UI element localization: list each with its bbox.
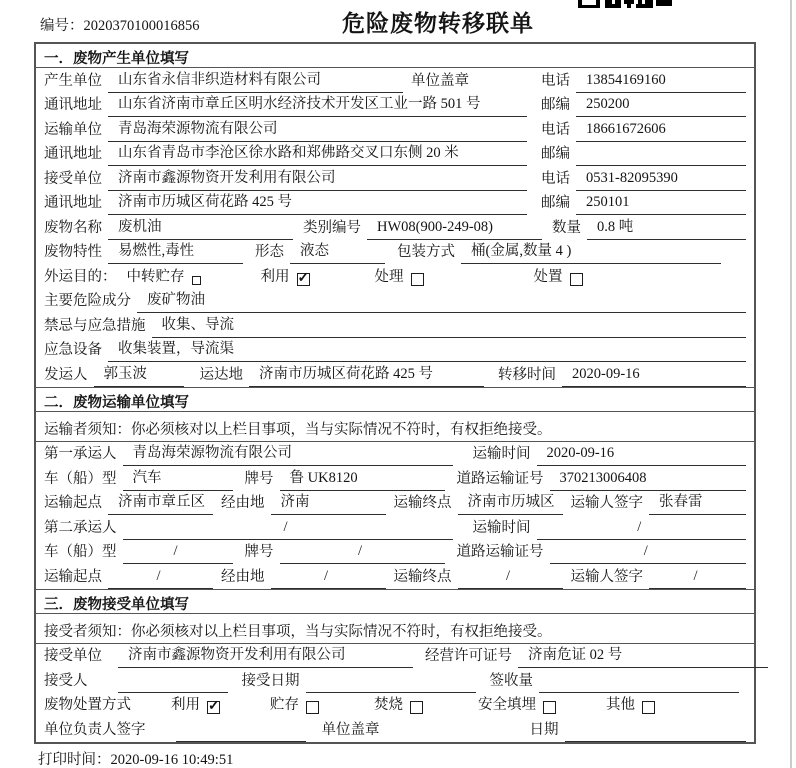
hazard-value: 废矿物油 [137,288,746,313]
receiver-notice: 接受者须知：你必须核对以上栏目事项，当与实际情况不符时，有权拒绝接受。 [36,614,754,644]
transporter-postcode-value [576,162,746,166]
utilize-label: 利用 [260,268,290,285]
receiver-name-value: 济南市鑫源物资开发利用有限公司 [108,166,527,191]
plate1-label: 牌号 [244,470,274,487]
producer-postcode-value: 250200 [576,96,746,117]
row-precautions [36,313,754,338]
section-transporter-title: 二．废物运输单位填写 [36,388,754,412]
transfer-storage-label: 中转贮存 [126,268,185,285]
producer-label: 产生单位 [44,72,102,89]
dispose-checkbox [570,273,583,286]
disposal-incinerate-checkbox [410,701,423,714]
producer-seal-label: 单位盖章 [411,72,469,89]
disposal-other-checkbox [642,701,655,714]
transporter-phone-label: 电话 [541,121,570,138]
section-receiver [36,589,754,742]
disposal-landfill-label: 安全填埋 [478,697,536,713]
row-producer [36,68,754,93]
producer-address-value: 山东省济南市章丘区明水经济技术开发区工业一路 501 号 [108,92,527,117]
purpose-label: 外运目的： [44,268,117,285]
print-time-label: 打印时间： [38,752,111,768]
precautions-label: 禁忌与应急措施 [44,317,146,334]
consignor-value: 郭玉波 [94,362,184,387]
transport-time1-value: 2020-09-16 [537,445,747,466]
document-header [0,0,796,42]
disposal-utilize-label: 利用 [171,697,200,713]
disposal-store-label: 贮存 [270,697,299,713]
producer-phone-value: 13854169160 [576,72,746,93]
origin2-value: / [108,568,213,589]
transport-time1-label: 运输时间 [472,446,531,462]
end2-value: / [458,568,563,589]
disposal-incinerate-label: 焚烧 [374,697,403,713]
permit2-value: / [550,543,747,564]
disposal-other-label: 其他 [606,697,635,713]
via1-value: 济南 [271,490,386,515]
print-time-value: 2020-09-16 10:49:51 [110,752,234,768]
quantity-value: 0.8 吨 [587,215,746,240]
end2-label: 运输终点 [393,568,452,585]
accepting-unit-value: 济南市鑫源物资开发利用有限公司 [118,643,413,668]
producer-phone-group [541,69,746,93]
row-hazard-components [36,289,754,314]
characteristics-value: 易燃性,毒性 [108,239,243,264]
purpose-option-dispose [534,265,583,289]
disposal-option-incinerate [374,693,423,717]
purpose-option-treat [375,265,424,289]
row-transporter-address [36,142,754,167]
disposal-option-landfill [478,693,556,717]
disposal-landfill-checkbox [543,701,556,714]
transport-time2-value: / [537,519,747,540]
sign1-value: 张春雷 [649,490,746,515]
sign2-value: / [649,568,746,589]
row-waste-characteristics [36,240,754,265]
row-emergency-equipment [36,338,754,363]
row-consignor [36,362,754,387]
form-value: 液态 [290,239,385,264]
end1-label: 运输终点 [393,495,452,511]
packaging-value: 桶(金属,数量 4 ) [461,239,721,264]
destination-label: 运达地 [199,366,243,383]
page-edge-line [790,0,792,768]
permit1-value: 370213006408 [550,470,747,491]
serial-label: 编号： [40,18,84,34]
sign2-label: 运输人签字 [570,568,643,585]
accept-date-value [306,689,476,693]
receiver-phone-label: 电话 [541,170,570,187]
serial-number: 2020370100016856 [83,18,200,34]
transporter-address-value: 山东省青岛市李沧区徐水路和郑佛路交叉口东侧 20 米 [108,141,527,166]
via2-label: 经由地 [221,568,265,585]
row-vehicle2 [36,540,754,565]
plate1-value: 鲁 UK8120 [280,466,445,491]
disposal-option-other [606,693,655,717]
acceptor-label: 接受人 [44,672,88,689]
manager-sign-value [176,738,306,742]
manager-sign-label: 单位负责人签字 [44,721,146,738]
row-vehicle1 [36,466,754,491]
transporter-notice: 运输者须知：你必须核对以上栏目事项，当与实际情况不符时，有权拒绝接受。 [36,412,754,442]
receiver-postcode-label: 邮编 [541,195,570,211]
treat-checkbox [411,273,424,286]
row-transporter [36,117,754,142]
purpose-option-transfer-storage [127,265,201,289]
producer-address-label: 通讯地址 [44,97,102,113]
producer-name-value: 山东省永信非织造材料有限公司 [108,68,403,93]
receiver-phone-value: 0531-82095390 [576,170,746,191]
treat-label: 处理 [374,268,404,285]
received-qty-value [539,689,739,693]
sign1-label: 运输人签字 [570,495,643,511]
permit2-label: 道路运输证号 [456,544,544,560]
transfer-date-value: 2020-09-16 [562,366,746,387]
acceptor-value [118,689,228,693]
plate2-value: / [280,543,445,564]
precautions-value: 收集、导流 [152,313,747,338]
hazard-label: 主要危险成分 [44,293,131,309]
characteristics-label: 废物特性 [44,244,102,260]
row-receiver [36,166,754,191]
packaging-label: 包装方式 [397,244,455,260]
dispose-label: 处置 [533,268,563,285]
manifest-form [34,42,756,744]
purpose-option-utilize [261,265,310,289]
license-value: 济南危证 02 号 [518,643,768,668]
unit-seal-label: 单位盖章 [321,721,380,738]
transporter-name-value: 青岛海荣源物流有限公司 [108,117,527,142]
origin1-label: 运输起点 [44,495,102,511]
date-value [565,738,747,742]
category-value: HW08(900-249-08) [367,219,542,240]
row-route2 [36,564,754,589]
form-label: 形态 [255,244,284,260]
received-qty-label: 签收量 [489,672,533,689]
accept-date-label: 接受日期 [241,672,300,689]
transporter-phone-value: 18661672606 [576,121,746,142]
first-carrier-value: 青岛海荣源物流有限公司 [123,441,453,466]
origin1-value: 济南市章丘区 [108,490,213,515]
vehicle2-label: 车（船）型 [44,544,117,560]
section-producer-title: 一．废物产生单位填写 [36,44,754,68]
via2-value: / [271,568,386,589]
row-producer-address [36,93,754,118]
qr-code-fragment [578,0,672,8]
disposal-store-checkbox [306,701,319,714]
row-manager-signature [36,717,754,742]
row-first-carrier [36,442,754,467]
vehicle1-value: 汽车 [123,466,233,491]
utilize-checkbox [297,273,310,286]
row-receiver-address [36,191,754,216]
consignor-label: 发运人 [44,366,88,383]
print-time-line [38,748,233,768]
date-label: 日期 [529,721,559,738]
second-carrier-value: / [123,519,453,540]
receiver-address-label: 通讯地址 [44,195,102,211]
transporter-postcode-label: 邮编 [541,146,570,162]
waste-name-value: 废机油 [108,215,293,240]
permit1-label: 道路运输证号 [456,470,544,487]
section-producer [36,44,754,387]
license-label: 经营许可证号 [425,648,512,664]
plate2-label: 牌号 [244,544,274,560]
waste-name-label: 废物名称 [44,219,102,236]
section-receiver-title: 三．废物接受单位填写 [36,590,754,614]
equipment-label: 应急设备 [44,342,102,358]
second-carrier-label: 第二承运人 [44,519,117,536]
producer-postcode-label: 邮编 [541,97,570,113]
row-accepting-unit [36,644,754,669]
disposal-label: 废物处置方式 [44,697,131,713]
transporter-address-label: 通讯地址 [44,146,102,162]
transfer-storage-checkbox [192,276,201,285]
equipment-value: 收集装置，导流渠 [108,337,746,362]
section-transporter [36,387,754,589]
page-title: 危险废物转移联单 [342,10,534,36]
quantity-label: 数量 [552,219,581,236]
origin2-label: 运输起点 [44,568,102,585]
row-route1 [36,491,754,516]
disposal-option-store [270,693,319,717]
transporter-label: 运输单位 [44,121,102,138]
accepting-unit-label: 接受单位 [44,648,102,664]
row-acceptor [36,668,754,693]
vehicle1-label: 车（船）型 [44,470,117,487]
row-waste-name [36,215,754,240]
end1-value: 济南市历城区 [458,490,563,515]
transport-time2-label: 运输时间 [472,519,531,536]
producer-phone-label: 电话 [541,72,570,89]
row-outbound-purpose [36,264,754,289]
destination-value: 济南市历城区荷花路 425 号 [249,362,484,387]
receiver-postcode-value: 250101 [576,194,746,215]
disposal-option-utilize [171,693,220,717]
via1-label: 经由地 [221,495,265,511]
receiver-address-value: 济南市历城区荷花路 425 号 [108,190,527,215]
transfer-date-label: 转移时间 [498,366,556,383]
first-carrier-label: 第一承运人 [44,446,117,462]
row-second-carrier [36,515,754,540]
vehicle2-value: / [123,543,233,564]
category-label: 类别编号 [303,219,361,236]
row-disposal-method [36,693,754,718]
disposal-utilize-checkbox [207,701,220,714]
receiver-label: 接受单位 [44,170,102,187]
